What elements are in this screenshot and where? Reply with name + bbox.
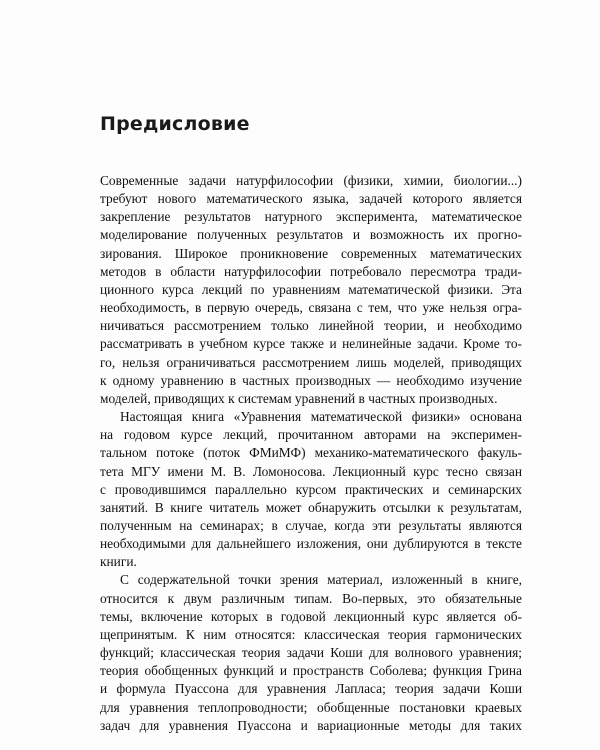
text-line: требуют нового математического языка, задачей которого является	[100, 191, 522, 207]
preface-body	[100, 172, 522, 735]
text-line: ционного курса лекций по уравнениям математической физики. Эта	[100, 281, 522, 297]
text-line: книги.	[100, 554, 137, 570]
text-line: щепринятым. К ним относятся: классическая теория гармонических	[100, 626, 522, 642]
text-line: теория обобщенных функций и пространств Соболева; функция Грина	[100, 663, 522, 679]
text-line: методов в области натурфилософии потребовало пересмотра тради-	[100, 263, 522, 279]
text-line: моделей, приводящих к системам уравнений в частных производных.	[100, 390, 498, 406]
text-line: на годовом курсе лекций, прочитанном авторами на эксперимен-	[100, 427, 522, 443]
text-line: и формула Пуассона для уравнения Лапласа; теория задачи Коши	[100, 681, 522, 697]
text-line: тальном потоке (поток ФМиМФ) механико-математического факуль-	[100, 445, 522, 461]
text-line: полученным на семинарах; в случае, когда эти результаты являются	[100, 517, 522, 533]
text-line: моделирование полученных результатов и возможность их прогно-	[100, 227, 522, 243]
text-line: тета МГУ имени М. В. Ломоносова. Лекционный курс тесно связан	[100, 463, 522, 479]
text-line: С содержательной точки зрения материал, изложенный в книге,	[120, 572, 522, 588]
text-line: рассматривать в учебном курсе также и нелинейные задачи. Кроме то-	[100, 336, 522, 352]
text-line: зирования. Широкое проникновение современных математических	[100, 245, 522, 261]
text-line: темы, включение которых в годовой лекционный курс является об-	[100, 608, 522, 624]
text-line: ничиваться рассмотрением только линейной теории, и необходимо	[100, 318, 522, 334]
text-line: занятий. В книге читатель может обнаружить отсылки к результатам,	[100, 499, 522, 515]
text-line: Настоящая книга «Уравнения математической физики» основана	[120, 409, 522, 425]
text-line: Современные задачи натурфилософии (физики, химии, биологии...)	[100, 173, 522, 188]
text-line: к одному уравнению в частных производных — необходимо изучение	[100, 372, 522, 388]
text-line: для уравнения теплопроводности; обобщенные постановки краевых	[100, 699, 522, 715]
text-line: задач для уравнения Пуассона и вариационные методы для таких	[100, 717, 522, 733]
paragraph-1	[100, 172, 522, 408]
paragraph-3	[100, 571, 522, 734]
text-line: с проводившимся параллельно курсом практических и семинарских	[100, 481, 522, 497]
text-line: необходимость, в первую очередь, связана с тем, что уже нельзя огра-	[100, 300, 522, 316]
page-title: Предисловие	[100, 113, 250, 135]
paragraph-2	[100, 408, 522, 571]
text-line: го, нельзя ограничиваться рассмотрением лишь моделей, приводящих	[100, 354, 522, 370]
text-line: функций; классическая теория задачи Коши для волнового уравнения;	[100, 645, 522, 661]
text-line: относится к двум различным типам. Во-первых, это обязательные	[100, 590, 522, 606]
text-line: необходимыми для дальнейшего изложения, они дублируются в тексте	[100, 536, 522, 552]
text-line: закрепление результатов натурного эксперимента, математическое	[100, 209, 522, 225]
